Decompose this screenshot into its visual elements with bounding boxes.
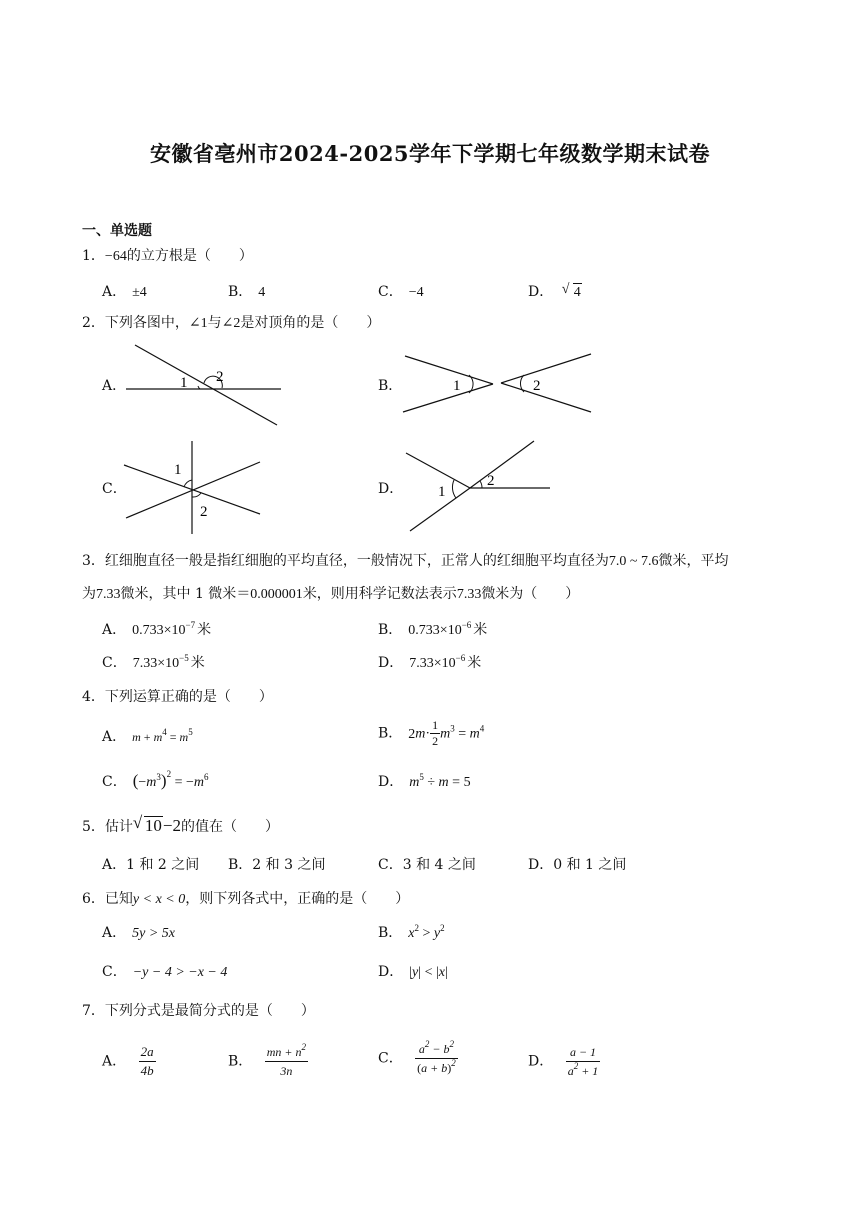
q5-option-b[interactable]: B．2 和 3 之间: [228, 857, 326, 873]
q6-option-c[interactable]: C． −y − 4 > −x − 4: [102, 964, 228, 980]
q7-option-b[interactable]: B． $\frac{mn + n^2}{3n}$: [228, 1042, 307, 1078]
svg-text:1: 1: [174, 462, 182, 478]
svg-text:2: 2: [487, 473, 495, 489]
q7-option-a[interactable]: A． $\frac{2a}{4b}$: [102, 1044, 154, 1078]
section-heading: 一、单选题: [82, 223, 152, 239]
sqrt-symbol: √ 10: [132, 813, 162, 835]
q6-option-b[interactable]: B． $x^2 > y^2$: [378, 923, 445, 941]
q2-option-c-label[interactable]: C．: [102, 481, 127, 497]
q7-option-c[interactable]: C． $\frac{a^2 - b^2}{(a + b)^2}$: [378, 1039, 456, 1075]
question-1-stem: 1．−64的立方根是（ ）: [82, 248, 253, 264]
question-5-stem: 5．估计 √ 10−2的值在（ ）: [82, 813, 280, 835]
question-4-stem: 4．下列运算正确的是（ ）: [82, 689, 273, 705]
q4-option-d[interactable]: D． $m^5 \div m = 5$: [378, 772, 471, 790]
q3-option-a[interactable]: A． $0.733\times 10^{-7}$ 米: [102, 620, 212, 638]
q1-option-a[interactable]: A． ±4: [102, 284, 147, 300]
q7-option-d[interactable]: D． $\frac{a - 1}{a^2 + 1}$: [528, 1045, 599, 1078]
q5-option-c[interactable]: C．3 和 4 之间: [378, 857, 476, 873]
q3-option-c[interactable]: C． $7.33\times 10^{-5}$ 米: [102, 653, 205, 671]
svg-text:1: 1: [438, 484, 446, 500]
q6-option-a[interactable]: A． 5y > 5x: [102, 925, 175, 941]
angle-1-label: 1: [180, 375, 188, 391]
q2-figure-d: [398, 436, 556, 536]
q1-option-c[interactable]: C． −4: [378, 284, 424, 300]
svg-text:1: 1: [453, 378, 461, 394]
q2-option-d-label[interactable]: D．: [378, 481, 404, 497]
sqrt-symbol: √ 4: [561, 282, 581, 300]
question-3-line-2: 为7.33微米，其中 1 微米＝0.000001米，则用科学记数法表示7.33微米为（ ）: [82, 586, 580, 602]
q1-option-d[interactable]: D． √ 4: [528, 282, 581, 300]
question-3-line-1: 3．红细胞直径一般是指红细胞的平均直径，一般情况下，正常人的红细胞平均直径为7.0 ~ 7.6微米，平均: [82, 553, 729, 569]
angle-2-label: 2: [216, 369, 224, 385]
question-6-stem: 6．已知y < x < 0，则下列各式中，正确的是（ ）: [82, 891, 410, 907]
q6-option-d[interactable]: D． |y| < |x|: [378, 964, 448, 980]
question-7-stem: 7．下列分式是最简分式的是（ ）: [82, 1003, 315, 1019]
page-title: 安徽省亳州市2024-2025学年下学期七年级数学期末试卷: [149, 141, 711, 166]
q2-option-b-label[interactable]: B．: [378, 378, 403, 394]
q4-option-c[interactable]: C． $(-m^3)^2 = -m^6$: [102, 769, 209, 790]
q2-option-a-label[interactable]: A．: [102, 378, 127, 394]
q2-figure-c: [118, 438, 266, 536]
q4-option-b[interactable]: B． 2m· $\frac{1}{2}$ $m^3 = m^4$: [378, 718, 485, 748]
q4-option-a[interactable]: A． $m + m^4 = m^5$: [102, 727, 193, 745]
q2-figure-a: [118, 340, 290, 430]
q3-option-b[interactable]: B． $0.733\times 10^{-6}$ 米: [378, 620, 488, 638]
q5-option-d[interactable]: D．0 和 1 之间: [528, 857, 627, 873]
q5-option-a[interactable]: A．1 和 2 之间: [102, 857, 200, 873]
q3-option-d[interactable]: D． $7.33\times 10^{-6}$ 米: [378, 653, 482, 671]
question-2-stem: 2．下列各图中，∠1与∠2是对顶角的是（ ）: [82, 315, 381, 331]
q2-figure-b: [398, 350, 596, 416]
q1-option-b[interactable]: B． 4: [228, 284, 266, 300]
svg-text:2: 2: [200, 504, 208, 520]
svg-text:2: 2: [533, 378, 541, 394]
